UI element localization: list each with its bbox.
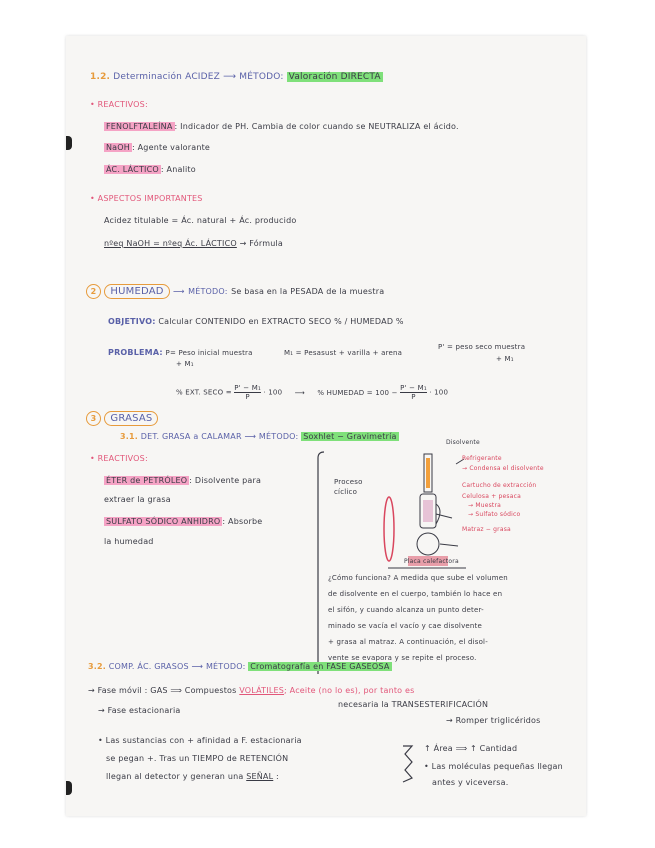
formula-ext-seco xyxy=(176,384,448,401)
fase-movil-line xyxy=(88,686,415,695)
method-label: MÉTODO: xyxy=(239,72,284,82)
side-note: antes y viceversa. xyxy=(432,778,509,787)
problema-p: P= Peso inicial muestra xyxy=(165,349,253,357)
reactivo-name: ÁC. LÁCTICO xyxy=(106,165,159,174)
subsection-number: 3.1. xyxy=(120,432,139,441)
senal: SEÑAL xyxy=(246,772,274,781)
diagram-label: Refrigerante xyxy=(462,455,502,462)
problema-m1: M₁ = Pesasust + varilla + arena xyxy=(284,349,403,357)
section-title: GRASAS xyxy=(104,411,158,426)
diagram-label: Proceso cíclico xyxy=(334,478,363,496)
reactivo-name: NaOH xyxy=(106,143,130,152)
section-title: COMP. ÁC. GRASOS xyxy=(108,662,189,671)
section-1-2-header xyxy=(90,72,383,82)
reactivo-desc: extraer la grasa xyxy=(104,495,171,504)
arrow: ⟶ xyxy=(244,432,257,441)
necesaria-text: necesaria la TRANSESTERIFICACIÓN xyxy=(338,700,489,709)
formula-denominator: P xyxy=(411,393,416,401)
bullet-line: se pegan +. Tras un TIEMPO de RETENCIÓN xyxy=(106,754,289,763)
reactivo-name: ÉTER de PETRÓLEO xyxy=(106,476,188,485)
diagram-label: → Sulfato sódico xyxy=(468,511,521,518)
section-number-circle: 3 xyxy=(86,411,101,426)
diagram-label: Matraz − grasa xyxy=(462,526,511,533)
reactivo-desc: : Disolvente para xyxy=(189,476,262,485)
romper-text: → Romper triglicéridos xyxy=(446,716,541,725)
reactivo-row xyxy=(104,122,459,131)
como-line: el sifón, y cuando alcanza un punto deter- xyxy=(328,606,484,614)
formula-left: % EXT. SECO = xyxy=(176,388,232,397)
section-title: HUMEDAD xyxy=(104,284,169,299)
problema-line xyxy=(108,348,253,357)
objetivo-line xyxy=(108,317,404,326)
section-2-header xyxy=(86,284,384,299)
objetivo-label: OBJETIVO: xyxy=(108,317,156,326)
aspectos-line: Acidez titulable = Ác. natural + Ác. producido xyxy=(104,216,297,225)
reactivo-name: SULFATO SÓDICO ANHIDRO xyxy=(106,517,221,526)
method-text: Se basa en la PESADA de la muestra xyxy=(231,287,385,296)
section-3-2-header xyxy=(88,662,392,671)
reactivo-desc: : Indicador de PH. Cambia de color cuando se NEUTRALIZA el ácido. xyxy=(174,122,459,131)
arrow: ⟶ xyxy=(294,388,305,397)
reactivo-desc: la humedad xyxy=(104,537,154,546)
reactivo-desc: : Agente valorante xyxy=(132,143,211,152)
bullet-line xyxy=(106,772,279,781)
subsection-title: DET. GRASA a CALAMAR xyxy=(140,432,242,441)
arrow: ⟶ xyxy=(191,662,204,671)
problema-label: PROBLEMA: xyxy=(108,348,163,357)
reactivo-row xyxy=(104,143,210,152)
diagram-label: Disolvente xyxy=(446,439,480,446)
aspectos-heading: • ASPECTOS IMPORTANTES xyxy=(90,194,203,203)
section-number: 1.2. xyxy=(90,72,111,82)
reactivos-heading: • REACTIVOS: xyxy=(90,100,148,109)
como-line: minado se vacía el vacío y cae disolvente xyxy=(328,622,483,630)
method-highlight: Cromatografía en FASE GASEOSA xyxy=(250,662,390,671)
section-number-circle: 2 xyxy=(86,284,101,299)
diagram-label: → Condensa el disolvente xyxy=(462,465,544,472)
section-number: 3.2. xyxy=(88,662,107,671)
wave-brace-icon xyxy=(400,742,422,786)
section-3-1-header xyxy=(120,432,399,441)
method-highlight: Soxhlet − Gravimetría xyxy=(303,432,397,441)
method-label: MÉTODO: xyxy=(188,287,228,296)
bullet-colon: : xyxy=(276,772,279,781)
formula-numerator: P' − M₁ xyxy=(400,384,427,392)
binding-hole xyxy=(66,781,72,795)
side-note: ↑ Área ⟹ ↑ Cantidad xyxy=(424,744,518,753)
binding-hole xyxy=(66,136,72,150)
formula-note: → Fórmula xyxy=(239,239,284,248)
reactivo-row xyxy=(104,476,261,485)
notebook-page xyxy=(66,36,586,816)
formula-tail: · 100 xyxy=(429,388,449,397)
reactivo-row xyxy=(104,165,196,174)
diagram-label: Cartucho de extracción xyxy=(462,482,537,489)
como-line: + grasa al matraz. A continuación, el disol- xyxy=(328,638,488,646)
formula-nbeq: nºeq NaOH = nºeq Ác. LÁCTICO xyxy=(104,239,237,248)
problema-pprime: P' = peso seco muestra xyxy=(438,343,526,351)
como-line: de disolvente en el cuerpo, también lo hace en xyxy=(328,590,503,598)
diagram-label: Placa calefactora xyxy=(404,558,459,565)
aspectos-line xyxy=(104,239,283,248)
aceite-text: ; Aceite (no lo es), por tanto es xyxy=(284,686,415,695)
formula-left: % HUMEDAD = 100 − xyxy=(317,388,398,397)
volatiles: VOLÁTILES xyxy=(239,686,285,695)
reactivo-desc: : Analito xyxy=(160,165,196,174)
diagram-label: Celulosa + pesaca xyxy=(462,493,522,500)
arrow: ⟶ xyxy=(173,287,185,296)
arrow: ⟶ xyxy=(223,72,237,82)
objetivo-text: Calcular CONTENIDO en EXTRACTO SECO % / HUMEDAD % xyxy=(158,317,404,326)
bullet-text: llegan al detector y generan una xyxy=(106,772,244,781)
reactivo-name: FENOLFTALEÍNA xyxy=(106,122,173,131)
section-3-header xyxy=(86,411,158,426)
reactivos-heading: • REACTIVOS: xyxy=(90,454,148,463)
method-label: MÉTODO: xyxy=(205,662,246,671)
bullet-line: • Las sustancias con + afinidad a F. estacionaria xyxy=(98,736,302,745)
fase-estacionaria: → Fase estacionaria xyxy=(98,706,181,715)
problema-p-sub: + M₁ xyxy=(176,360,194,368)
formula-denominator: P xyxy=(245,393,250,401)
formula-numerator: P' − M₁ xyxy=(234,384,261,392)
method-highlight: Valoración DIRECTA xyxy=(288,72,381,82)
como-line: ¿Cómo funciona? A medida que sube el volumen xyxy=(328,574,508,582)
problema-pprime-sub: + M₁ xyxy=(496,355,514,363)
formula-tail: · 100 xyxy=(263,388,283,397)
reactivo-row xyxy=(104,517,262,526)
reactivo-desc: : Absorbe xyxy=(222,517,263,526)
fase-movil: → Fase móvil : GAS ⟹ Compuestos xyxy=(88,686,237,695)
method-label: MÉTODO: xyxy=(258,432,299,441)
side-note: • Las moléculas pequeñas llegan xyxy=(424,762,563,771)
como-line: vente se evapora y se repite el proceso. xyxy=(328,654,477,662)
section-title: Determinación ACIDEZ xyxy=(113,72,221,82)
diagram-label: → Muestra xyxy=(468,502,502,509)
